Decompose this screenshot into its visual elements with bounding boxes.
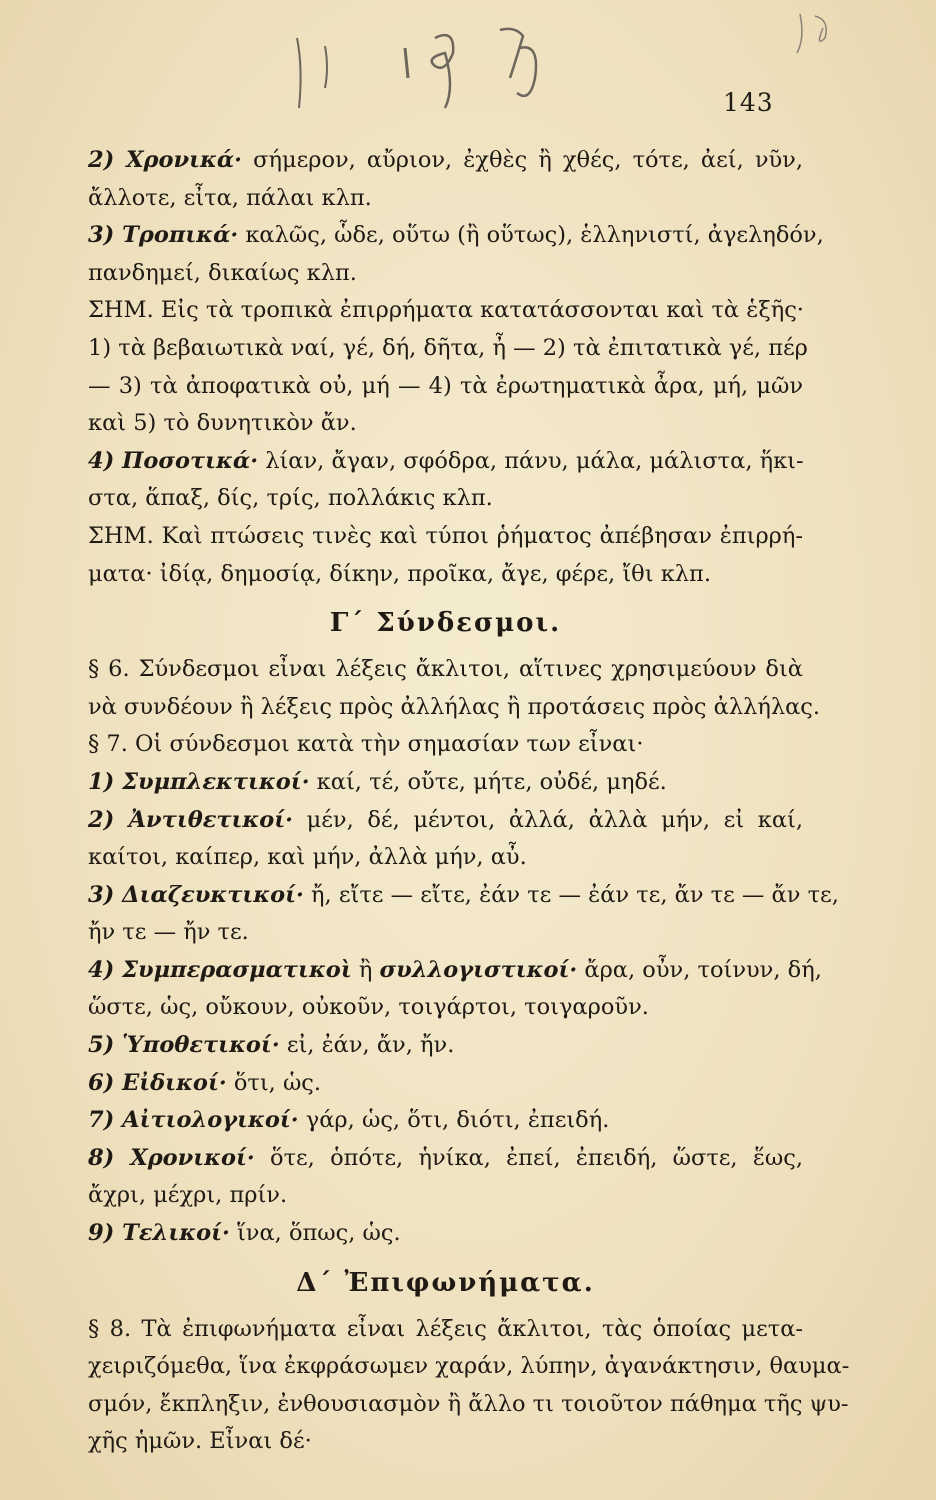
text-line bbox=[88, 1215, 803, 1253]
list-label: 2) Χρονικά· bbox=[88, 147, 243, 173]
text-line bbox=[88, 952, 822, 990]
list-label: 4) Συμπερασματικοὶ bbox=[88, 956, 352, 983]
line-text: ὥστε, ὡς, οὔκουν, οὐκοῦν, τοιγάρτοι, τοιγαροῦν. bbox=[88, 994, 649, 1021]
line-text: ἤ, εἴτε — εἴτε, ἐάν τε — ἐάν τε, ἄν τε — ἄν τε, bbox=[303, 881, 839, 908]
line-text: μέν, δέ, μέντοι, ἀλλά, ἀλλὰ μήν, εἰ καί, bbox=[293, 806, 803, 833]
line-text: καλῶς, ὧδε, οὕτω (ἢ οὕτως), ἑλληνιστί, ἀγεληδόν, bbox=[238, 222, 824, 249]
page-number: 143 bbox=[723, 88, 774, 117]
line-text: ἢ bbox=[351, 956, 380, 983]
text-line bbox=[88, 405, 803, 443]
line-text: § 6. Σύνδεσμοι εἶναι λέξεις ἄκλιτοι, αἵτινες χρησιμεύουν διὰ bbox=[88, 656, 803, 683]
line-text: ἤν τε — ἤν τε. bbox=[88, 919, 249, 946]
line-text: εἰ, ἐάν, ἄν, ἤν. bbox=[279, 1032, 455, 1059]
text-line bbox=[88, 989, 803, 1027]
text-line bbox=[88, 1065, 803, 1103]
list-label: 5) Ὑποθετικοί· bbox=[88, 1032, 280, 1059]
text-line bbox=[88, 217, 824, 255]
line-text: καὶ 5) τὸ δυνητικὸν ἄν. bbox=[88, 410, 357, 437]
line-text: πανδημεί, δικαίως κλπ. bbox=[88, 259, 357, 286]
text-line bbox=[88, 802, 803, 840]
list-label: 2) Ἀντιθετικοί· bbox=[88, 806, 294, 833]
line-text: χειριζόμεθα, ἵνα ἐκφράσωμεν χαράν, λύπην, ἀγανάκτησιν, θαυμα- bbox=[88, 1353, 850, 1380]
list-label: συλλογιστικοί· bbox=[379, 956, 578, 983]
section-heading: Γ΄ Σύνδεσμοι. bbox=[329, 608, 562, 639]
line-text: ἄρα, οὖν, τοίνυν, δή, bbox=[577, 956, 822, 983]
line-text: ἄλλοτε, εἶτα, πάλαι κλπ. bbox=[88, 184, 372, 211]
text-line bbox=[88, 368, 803, 406]
line-text: χῆς ἡμῶν. Εἶναι δέ· bbox=[88, 1428, 312, 1455]
page-text bbox=[88, 142, 850, 1461]
line-text: ΣΗΜ. Εἰς τὰ τροπικὰ ἐπιρρήματα κατατάσσονται καὶ τὰ ἑξῆς· bbox=[88, 297, 804, 324]
text-line bbox=[88, 764, 803, 802]
text-line bbox=[88, 180, 803, 218]
text-line bbox=[88, 1423, 803, 1461]
text-line bbox=[88, 480, 803, 518]
line-text: ματα· ἰδίᾳ, δημοσίᾳ, δίκην, προῖκα, ἄγε, φέρε, ἴθι κλπ. bbox=[88, 560, 711, 587]
list-label: 8) Χρονικοί· bbox=[88, 1144, 255, 1171]
line-text: σήμερον, αὔριον, ἐχθὲς ἢ χθές, τότε, ἀεί, νῦν, bbox=[242, 147, 803, 173]
line-text: ὅτε, ὁπότε, ἡνίκα, ἐπεί, ἐπειδή, ὥστε, ἕως, bbox=[254, 1144, 804, 1171]
text-line bbox=[88, 651, 803, 689]
list-label: 9) Τελικοί· bbox=[88, 1220, 230, 1247]
text-line bbox=[88, 1386, 849, 1424]
text-line bbox=[88, 1140, 803, 1178]
text-line bbox=[88, 556, 803, 594]
text-line bbox=[88, 726, 803, 764]
text-line bbox=[88, 330, 808, 368]
text-line bbox=[88, 518, 803, 556]
text-line bbox=[88, 914, 803, 952]
list-label: 1) Συμπλεκτικοί· bbox=[88, 768, 310, 795]
list-label: 4) Ποσοτικά· bbox=[88, 447, 259, 474]
text-line bbox=[88, 1102, 803, 1140]
text-line bbox=[88, 877, 839, 915]
line-text: ΣΗΜ. Καὶ πτώσεις τινὲς καὶ τύποι ῥήματος ἀπέβησαν ἐπιρρή- bbox=[88, 522, 803, 549]
text-line bbox=[88, 1027, 803, 1065]
line-text: καί, τέ, οὔτε, μήτε, οὐδέ, μηδέ. bbox=[309, 768, 667, 795]
line-text: σμόν, ἔκπληξιν, ἐνθουσιασμὸν ἢ ἄλλο τι τοιοῦτον πάθημα τῆς ψυ- bbox=[88, 1390, 849, 1417]
section-heading: Δ΄ Ἐπιφωνήματα. bbox=[296, 1267, 595, 1298]
text-line bbox=[88, 839, 803, 877]
list-label: 3) Τροπικά· bbox=[88, 222, 239, 249]
text-line bbox=[88, 1311, 803, 1349]
line-text: ὅτι, ὡς. bbox=[226, 1069, 322, 1096]
line-text: καίτοι, καίπερ, καὶ μήν, ἀλλὰ μήν, αὖ. bbox=[88, 844, 527, 871]
text-line bbox=[88, 1177, 803, 1215]
list-label: 6) Εἰδικοί· bbox=[88, 1069, 227, 1096]
line-text: ἵνα, ὅπως, ὡς. bbox=[229, 1220, 401, 1247]
list-label: 7) Αἰτιολογικοί· bbox=[88, 1107, 299, 1134]
text-line bbox=[88, 1348, 850, 1386]
line-text: στα, ἅπαξ, δίς, τρίς, πολλάκις κλπ. bbox=[88, 485, 493, 512]
line-text: § 7. Οἱ σύνδεσμοι κατὰ τὴν σημασίαν των εἶναι· bbox=[88, 731, 644, 758]
text-line bbox=[88, 255, 803, 293]
line-text: γάρ, ὡς, ὅτι, διότι, ἐπειδή. bbox=[298, 1107, 610, 1134]
line-text: — 3) τὰ ἀποφατικὰ οὐ, μή — 4) τὰ ἐρωτηματικὰ ἆρα, μή, μῶν bbox=[88, 372, 803, 399]
line-text: νὰ συνδέουν ἢ λέξεις πρὸς ἀλλήλας ἢ προτάσεις πρὸς ἀλλήλας. bbox=[88, 693, 821, 720]
line-text: 1) τὰ βεβαιωτικὰ ναί, γέ, δή, δῆτα, ἦ — 2) τὰ ἐπιτατικὰ γέ, πέρ bbox=[88, 334, 808, 361]
line-text: § 8. Τὰ ἐπιφωνήματα εἶναι λέξεις ἄκλιτοι, τὰς ὁποίας μετα- bbox=[88, 1315, 803, 1342]
text-line bbox=[88, 142, 803, 180]
text-line bbox=[88, 292, 803, 330]
text-line bbox=[88, 689, 821, 727]
list-label: 3) Διαζευκτικοί· bbox=[88, 881, 304, 908]
text-line bbox=[88, 443, 803, 481]
line-text: λίαν, ἄγαν, σφόδρα, πάνυ, μάλα, μάλιστα, ἥκι- bbox=[258, 447, 804, 474]
line-text: ἄχρι, μέχρι, πρίν. bbox=[88, 1182, 288, 1209]
